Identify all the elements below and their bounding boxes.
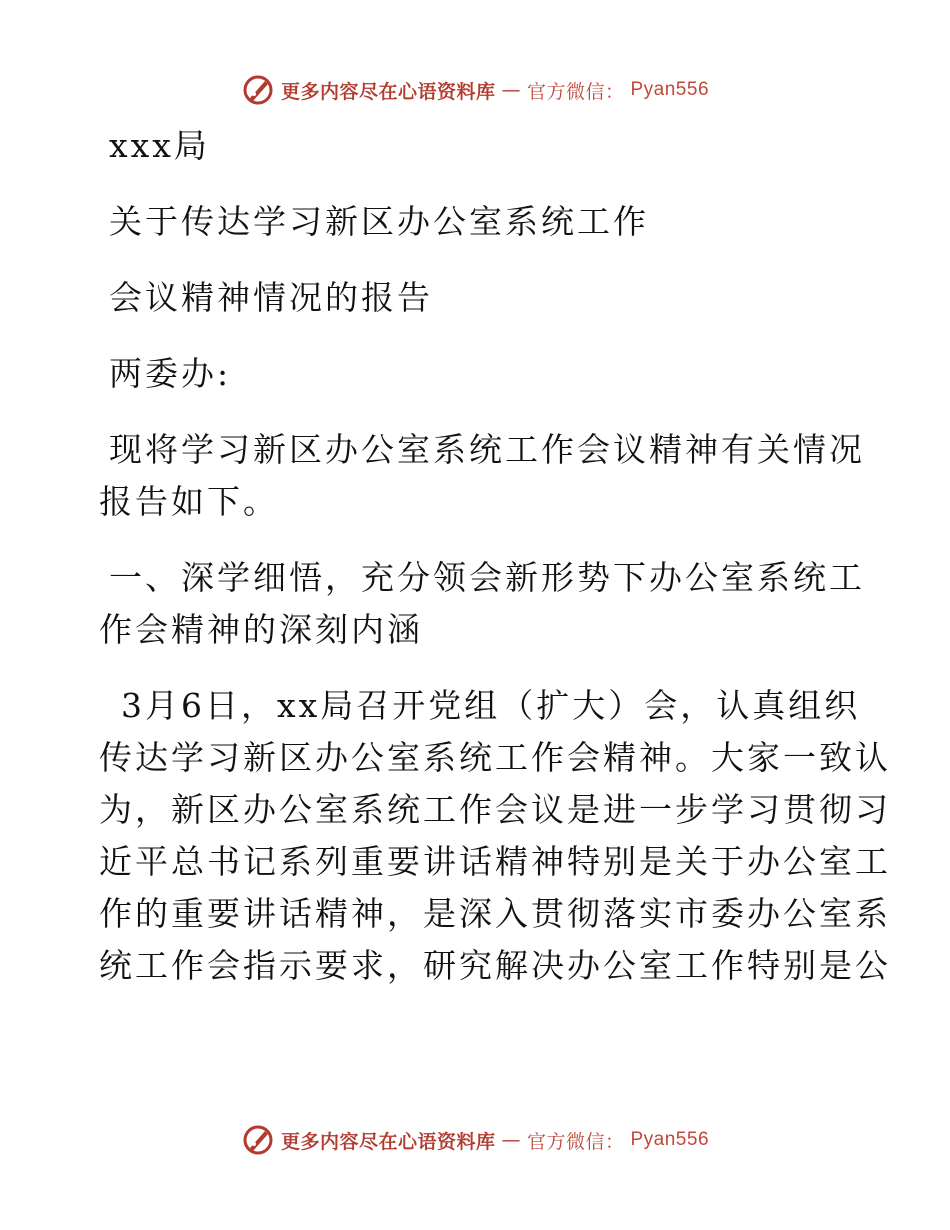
- section-1-body: [99, 680, 891, 992]
- title-line-2: 会议精神情况的报告: [109, 278, 433, 317]
- body-line: 近平总书记系列重要讲话精神特别是关于办公室工: [99, 842, 891, 881]
- intro-line: 现将学习新区办公室系统工作会议精神有关情况: [109, 430, 865, 469]
- body-line: 统工作会指示要求，研究解决办公室工作特别是公: [99, 946, 891, 985]
- footer-watermark: [0, 1120, 950, 1160]
- addressee: 两委办:: [109, 354, 232, 393]
- watermark-label: 官方微信：: [526, 1130, 625, 1153]
- pen-logo-icon: [241, 1123, 275, 1157]
- org-line: xxx局: [109, 126, 210, 165]
- body-line: 作的重要讲话精神，是深入贯彻落实市委办公室系: [99, 894, 891, 933]
- watermark-separator: —: [501, 79, 521, 101]
- section-heading-line: 一、深学细悟，充分领会新形势下办公室系统工: [109, 558, 865, 597]
- watermark-site-text: 更多内容尽在心语资料库: [280, 1130, 496, 1153]
- body-line: 传达学习新区办公室系统工作会精神。大家一致认: [99, 738, 891, 777]
- title-line-1: 关于传达学习新区办公室系统工作: [109, 202, 649, 241]
- watermark-account: Pyan556: [630, 79, 710, 100]
- watermark-site-text: 更多内容尽在心语资料库: [280, 80, 496, 103]
- section-heading-line: 作会精神的深刻内涵: [99, 610, 423, 649]
- section-1-heading: [99, 552, 865, 656]
- pen-logo-icon: [241, 73, 275, 107]
- watermark-label: 官方微信：: [526, 80, 625, 103]
- document-body: [99, 120, 891, 992]
- intro-line: 报告如下。: [99, 482, 279, 521]
- watermark-account: Pyan556: [630, 1129, 710, 1150]
- watermark-separator: —: [501, 1129, 521, 1151]
- body-line: 3月6日，xx局召开党组（扩大）会，认真组织: [121, 686, 861, 725]
- intro-paragraph: [99, 424, 865, 528]
- body-line: 为，新区办公室系统工作会议是进一步学习贯彻习: [99, 790, 891, 829]
- header-watermark: [0, 70, 950, 110]
